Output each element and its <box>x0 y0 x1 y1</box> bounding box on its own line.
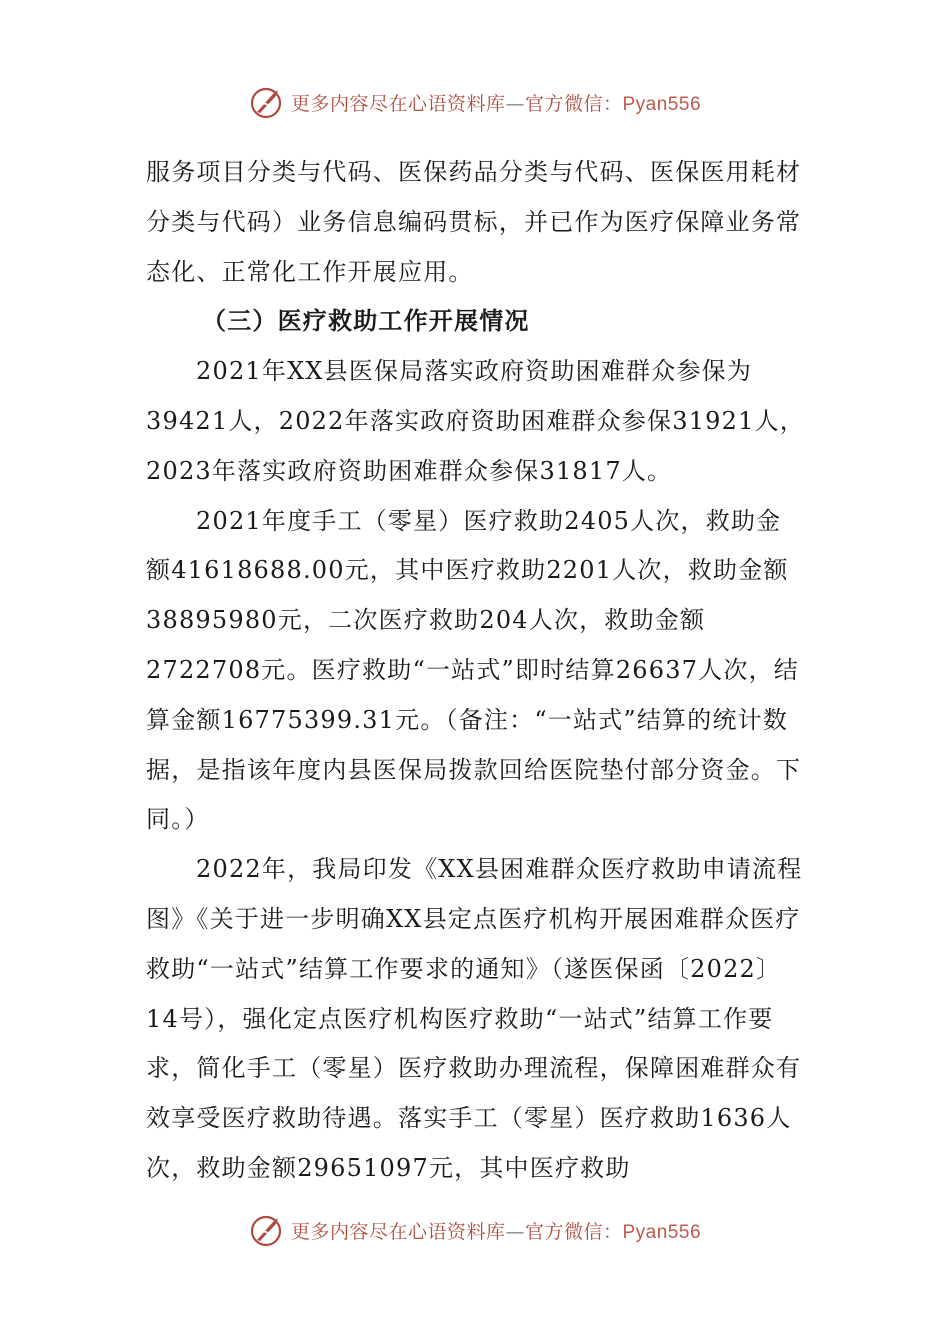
document-body <box>146 148 806 1194</box>
paragraph: 2022年，我局印发《XX县困难群众医疗救助申请流程图》《关于进一步明确XX县定点医疗机构开展困难群众医疗救助“一站式”结算工作要求的通知》（遂医保函〔2022〕14号），强化定点医疗机构医疗救助“一站式”结算工作要求，简化手工（零星）医疗救助办理流程，保障困难群众有效享受医疗救助待遇。落实手工（零星）医疗救助1636人次，救助金额29651097元，其中医疗救助 <box>146 855 803 1182</box>
watermark-footer <box>0 1210 950 1250</box>
paragraph: 2021年XX县医保局落实政府资助困难群众参保为39421人，2022年落实政府资助困难群众参保31921人，2023年落实政府资助困难群众参保31817人。 <box>146 357 805 485</box>
watermark-text: 更多内容尽在心语资料库—官方微信：Pyan556 <box>290 1220 702 1243</box>
pen-circle-icon <box>249 1212 285 1248</box>
paragraph: 服务项目分类与代码、医保药品分类与代码、医保医用耗材分类与代码）业务信息编码贯标，并已作为医疗保障业务常态化、正常化工作开展应用。 <box>146 158 802 286</box>
paragraph: 2021年度手工（零星）医疗救助2405人次，救助金额41618688.00元，其中医疗救助2201人次，救助金额38895980元，二次医疗救助204人次，救助金额2722708元。医疗救助“一站式”即时结算26637人次，结算金额16775399.31元。（备注：“一站式”结算的统计数据，是指该年度内县医保局拨款回给医院垫付部分资金。下同。） <box>146 506 802 834</box>
watermark-text: 更多内容尽在心语资料库—官方微信：Pyan556 <box>290 92 702 115</box>
watermark-header <box>0 82 950 122</box>
section-heading: （三）医疗救助工作开展情况 <box>202 307 530 336</box>
pen-circle-icon <box>249 84 285 120</box>
